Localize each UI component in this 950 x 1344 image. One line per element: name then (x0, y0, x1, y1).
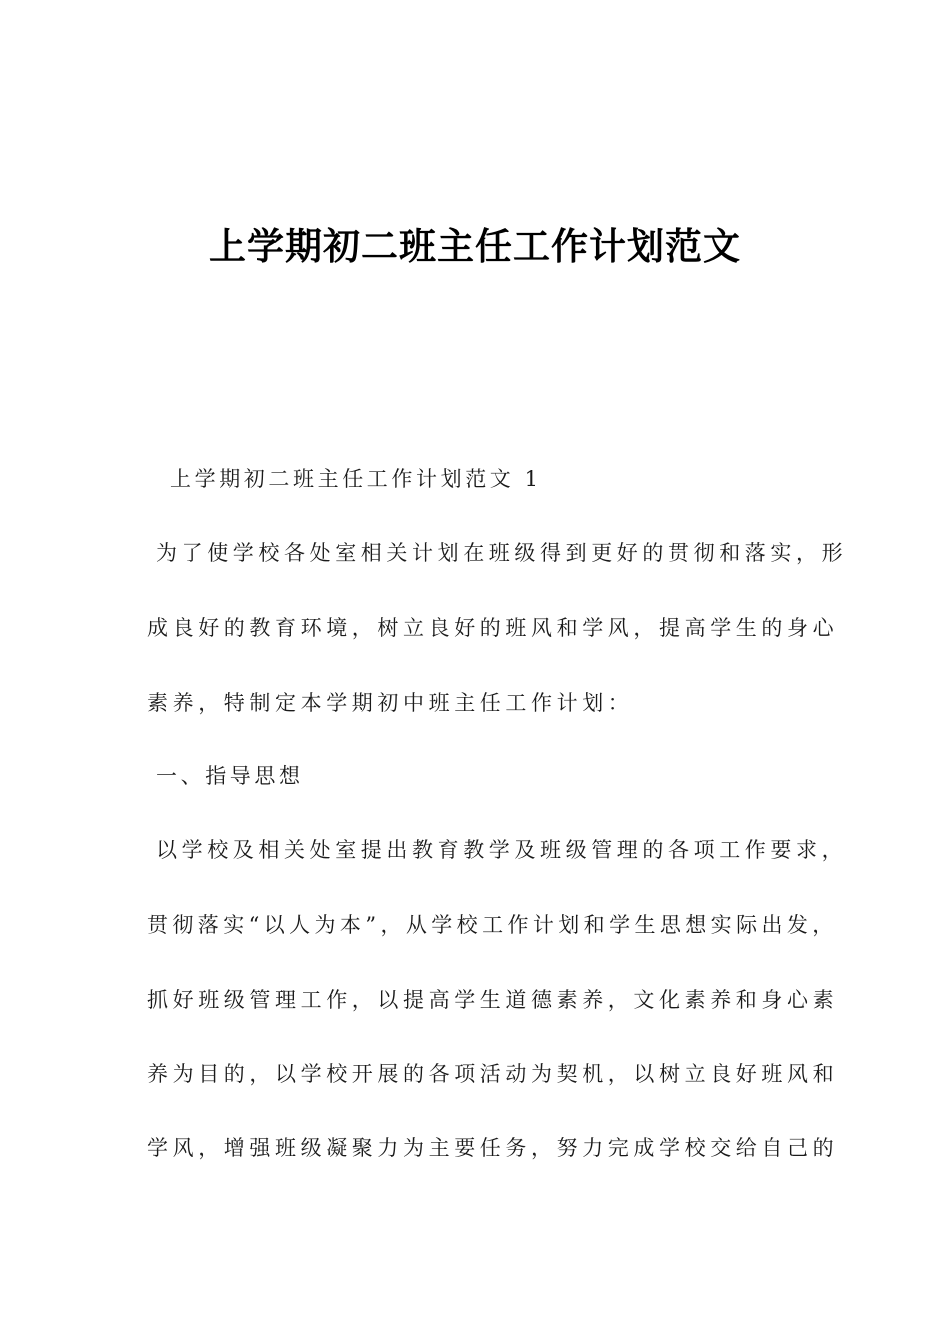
subsection-heading: 一、指导思想 (156, 764, 304, 788)
paragraph-line: 成良好的教育环境，树立良好的班风和学风，提高学生的身心 (147, 616, 839, 640)
paragraph-line: 素养，特制定本学期初中班主任工作计划： (147, 691, 634, 715)
paragraph-line: 养为目的，以学校开展的各项活动为契机，以树立良好班风和 (147, 1062, 839, 1086)
paragraph-line: 贯彻落实“以人为本”，从学校工作计划和学生思想实际出发， (147, 913, 838, 937)
paragraph-line: 以学校及相关处室提出教育教学及班级管理的各项工作要求， (156, 838, 848, 862)
paragraph-line: 抓好班级管理工作，以提高学生道德素养，文化素养和身心素 (147, 988, 839, 1012)
section-heading: 上学期初二班主任工作计划范文 1 (170, 467, 542, 491)
paragraph-line: 为了使学校各处室相关计划在班级得到更好的贯彻和落实，形 (156, 541, 848, 565)
document-title: 上学期初二班主任工作计划范文 (209, 225, 741, 268)
paragraph-line: 学风，增强班级凝聚力为主要任务，努力完成学校交给自己的 (147, 1136, 839, 1160)
